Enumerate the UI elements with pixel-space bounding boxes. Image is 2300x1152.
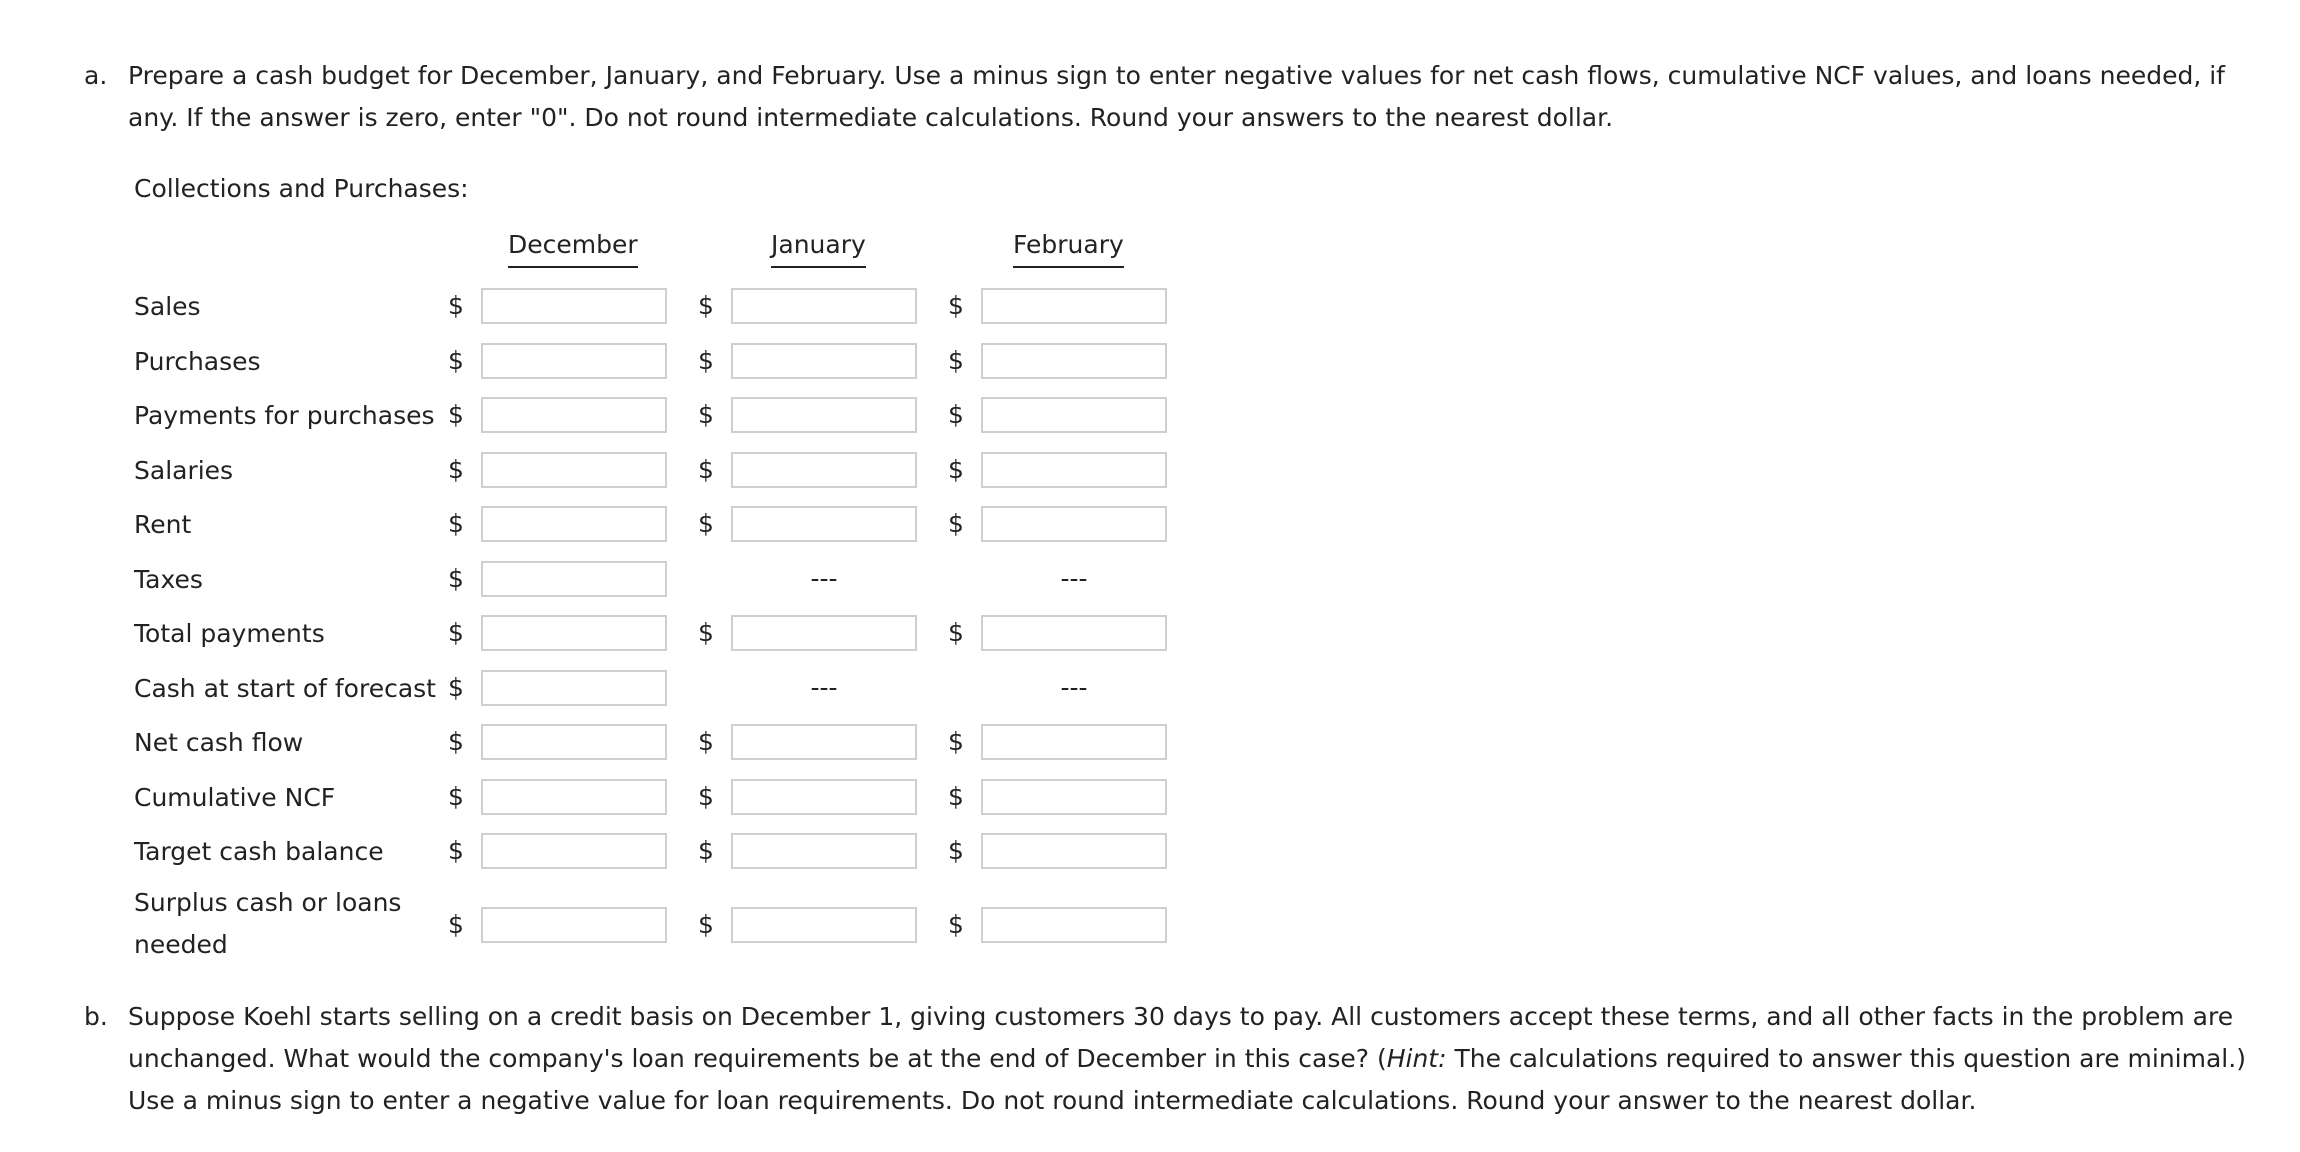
not-applicable-dash: --- <box>1060 564 1088 593</box>
column-header-january: January <box>771 228 866 268</box>
part-b-hint-label: Hint: <box>1386 1044 1447 1073</box>
row-label-surplus-line1: Surplus cash or loans <box>134 888 402 917</box>
not-applicable-dash: --- <box>1060 673 1088 702</box>
row-label-surplus-line2: needed <box>134 930 228 959</box>
column-header-december: December <box>508 228 638 268</box>
rent-january-input[interactable] <box>731 506 917 542</box>
row-label-cash-at-start: Cash at start of forecast <box>134 674 436 703</box>
dollar-sign: $ <box>948 836 964 865</box>
dollar-sign: $ <box>448 291 464 320</box>
surplus-cash-february-input[interactable] <box>981 907 1167 943</box>
dollar-sign: $ <box>448 618 464 647</box>
target-cash-balance-january-input[interactable] <box>731 833 917 869</box>
part-b-instructions <box>84 996 2268 1122</box>
dollar-sign: $ <box>698 400 714 429</box>
dollar-sign: $ <box>448 400 464 429</box>
surplus-cash-january-input[interactable] <box>731 907 917 943</box>
row-label-payments-for-purchases: Payments for purchases <box>134 401 435 430</box>
not-applicable-dash: --- <box>810 564 838 593</box>
dollar-sign: $ <box>698 782 714 811</box>
section-label: Collections and Purchases: <box>134 174 469 203</box>
part-a-letter: a. <box>84 61 108 90</box>
dollar-sign: $ <box>948 910 964 939</box>
dollar-sign: $ <box>448 910 464 939</box>
net-cash-flow-december-input[interactable] <box>481 724 667 760</box>
dollar-sign: $ <box>698 618 714 647</box>
target-cash-balance-december-input[interactable] <box>481 833 667 869</box>
dollar-sign: $ <box>948 727 964 756</box>
net-cash-flow-january-input[interactable] <box>731 724 917 760</box>
purchases-february-input[interactable] <box>981 343 1167 379</box>
salaries-december-input[interactable] <box>481 452 667 488</box>
cumulative-ncf-january-input[interactable] <box>731 779 917 815</box>
row-label-taxes: Taxes <box>134 565 203 594</box>
dollar-sign: $ <box>448 836 464 865</box>
dollar-sign: $ <box>948 455 964 484</box>
dollar-sign: $ <box>448 455 464 484</box>
total-payments-february-input[interactable] <box>981 615 1167 651</box>
dollar-sign: $ <box>698 509 714 538</box>
row-label-target-cash-balance: Target cash balance <box>134 837 384 866</box>
purchases-december-input[interactable] <box>481 343 667 379</box>
sales-february-input[interactable] <box>981 288 1167 324</box>
total-payments-january-input[interactable] <box>731 615 917 651</box>
row-label-surplus-cash-or-loans <box>134 882 401 966</box>
surplus-cash-december-input[interactable] <box>481 907 667 943</box>
target-cash-balance-february-input[interactable] <box>981 833 1167 869</box>
row-label-sales: Sales <box>134 292 201 321</box>
total-payments-december-input[interactable] <box>481 615 667 651</box>
dollar-sign: $ <box>698 346 714 375</box>
salaries-february-input[interactable] <box>981 452 1167 488</box>
dollar-sign: $ <box>948 618 964 647</box>
payments-for-purchases-december-input[interactable] <box>481 397 667 433</box>
part-b-letter: b. <box>84 1002 108 1031</box>
dollar-sign: $ <box>448 727 464 756</box>
cash-at-start-december-input[interactable] <box>481 670 667 706</box>
dollar-sign: $ <box>698 910 714 939</box>
sales-january-input[interactable] <box>731 288 917 324</box>
row-label-net-cash-flow: Net cash flow <box>134 728 304 757</box>
purchases-january-input[interactable] <box>731 343 917 379</box>
dollar-sign: $ <box>948 509 964 538</box>
part-a-instructions <box>84 55 2268 139</box>
dollar-sign: $ <box>448 564 464 593</box>
dollar-sign: $ <box>948 346 964 375</box>
dollar-sign: $ <box>698 727 714 756</box>
row-label-salaries: Salaries <box>134 456 234 485</box>
payments-for-purchases-february-input[interactable] <box>981 397 1167 433</box>
dollar-sign: $ <box>948 782 964 811</box>
dollar-sign: $ <box>448 346 464 375</box>
dollar-sign: $ <box>948 400 964 429</box>
dollar-sign: $ <box>448 782 464 811</box>
net-cash-flow-february-input[interactable] <box>981 724 1167 760</box>
rent-december-input[interactable] <box>481 506 667 542</box>
sales-december-input[interactable] <box>481 288 667 324</box>
dollar-sign: $ <box>698 455 714 484</box>
taxes-december-input[interactable] <box>481 561 667 597</box>
column-header-february: February <box>1013 228 1124 268</box>
part-a-text: Prepare a cash budget for December, January, and February. Use a minus sign to enter negative values for net cash flows, cumulative NCF values, and loans needed, if any. If the answer is zero, enter "0". Do not round intermediate calculations. Round your answers to the nearest dollar. <box>128 61 2225 132</box>
row-label-cumulative-ncf: Cumulative NCF <box>134 783 336 812</box>
part-b-text-after-hint: The calculations required to answer this question are minimal.) Use a minus sign to enter a negative value for loan requirements. Do not round intermediate calculations. Round your answer to the nearest dollar. <box>128 1044 2246 1115</box>
not-applicable-dash: --- <box>810 673 838 702</box>
payments-for-purchases-january-input[interactable] <box>731 397 917 433</box>
dollar-sign: $ <box>448 509 464 538</box>
row-label-purchases: Purchases <box>134 347 261 376</box>
part-b-text-before-hint: Suppose Koehl starts selling on a credit basis on December 1, giving customers 30 days to pay. All customers accept these terms, and all other facts in the problem are unchanged. What would the company's loan requirements be at the end of December in this case? ( <box>128 1002 2234 1073</box>
dollar-sign: $ <box>948 291 964 320</box>
dollar-sign: $ <box>448 673 464 702</box>
dollar-sign: $ <box>698 836 714 865</box>
row-label-rent: Rent <box>134 510 192 539</box>
dollar-sign: $ <box>698 291 714 320</box>
cumulative-ncf-february-input[interactable] <box>981 779 1167 815</box>
row-label-total-payments: Total payments <box>134 619 325 648</box>
rent-february-input[interactable] <box>981 506 1167 542</box>
salaries-january-input[interactable] <box>731 452 917 488</box>
cumulative-ncf-december-input[interactable] <box>481 779 667 815</box>
